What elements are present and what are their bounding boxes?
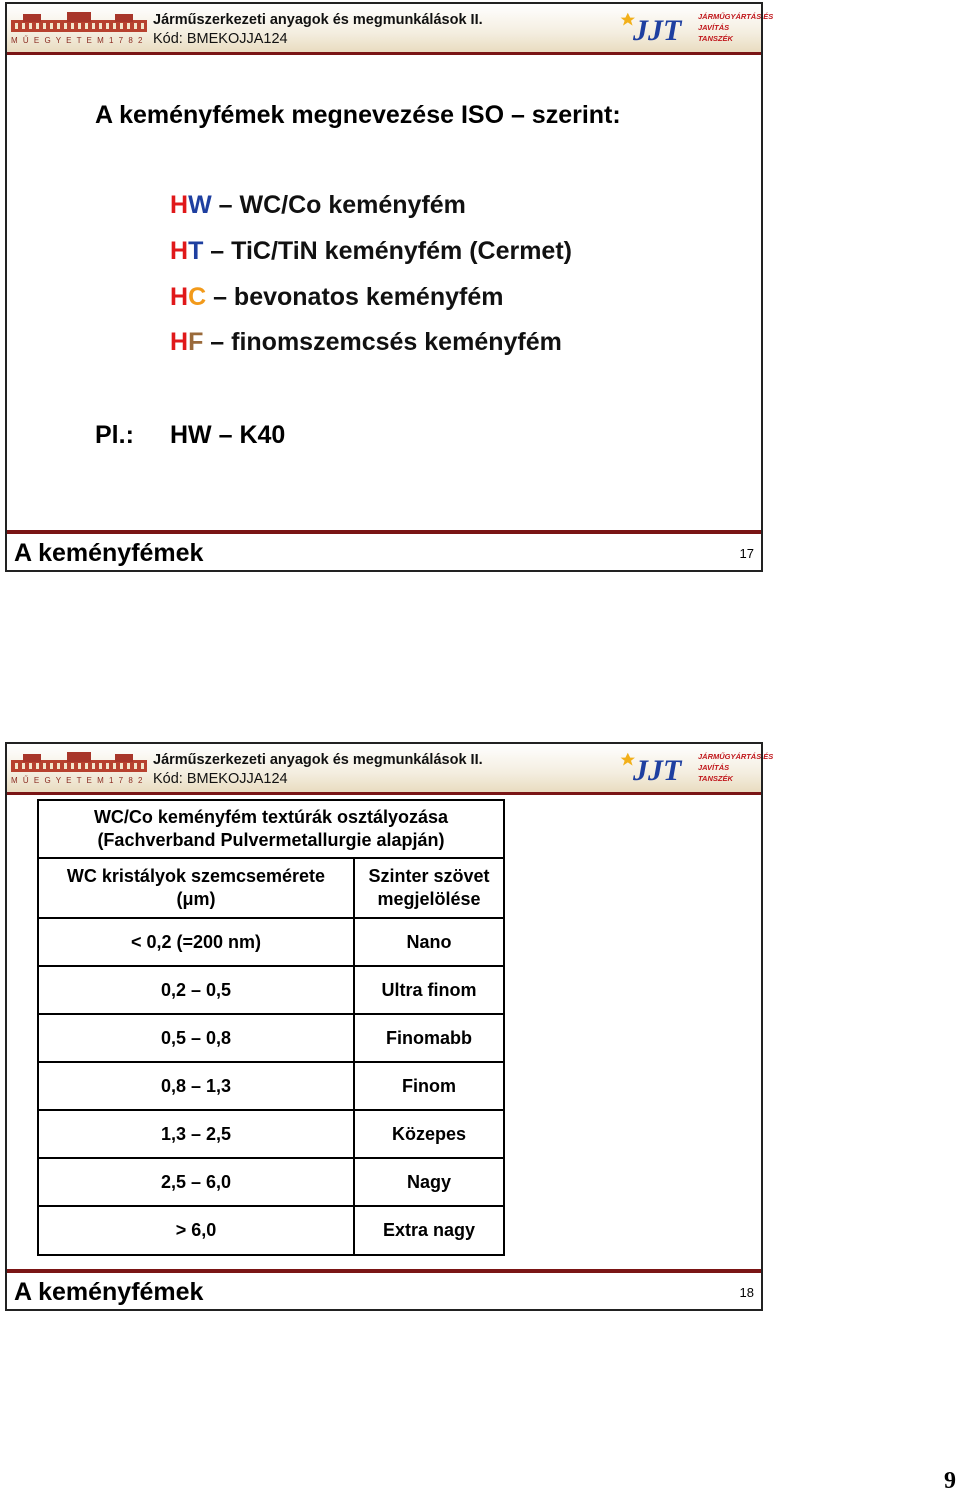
def-letter-f: F bbox=[188, 328, 204, 356]
grain-size-cell: 0,8 – 1,3 bbox=[39, 1063, 355, 1109]
table-row bbox=[39, 1063, 503, 1111]
svg-text:JJT: JJT bbox=[633, 14, 682, 47]
svg-text:JÁRMŰGYÁRTÁS ÉS: JÁRMŰGYÁRTÁS ÉS bbox=[698, 12, 774, 21]
table-row bbox=[39, 1207, 503, 1254]
definition-hw bbox=[170, 191, 466, 220]
svg-text:M Ű E G Y E T E M 1 7 8 2: M Ű E G Y E T E M 1 7 8 2 bbox=[11, 776, 144, 785]
table-row bbox=[39, 1111, 503, 1159]
def-text: – bevonatos keményfém bbox=[206, 283, 504, 311]
course-code: Kód: BMEKOJJA124 bbox=[153, 771, 288, 787]
grain-size-cell: > 6,0 bbox=[39, 1207, 355, 1254]
department-logo bbox=[619, 6, 774, 50]
table-row bbox=[39, 1015, 503, 1063]
grain-size-cell: 2,5 – 6,0 bbox=[39, 1159, 355, 1205]
svg-text:JJT: JJT bbox=[633, 754, 682, 787]
structure-cell: Extra nagy bbox=[382, 1220, 476, 1240]
def-text: – finomszemcsés keményfém bbox=[203, 328, 562, 356]
university-logo bbox=[9, 750, 151, 786]
def-text: – TiC/TiN keményfém (Cermet) bbox=[203, 237, 572, 265]
department-logo bbox=[619, 746, 774, 790]
example-label: Pl.: bbox=[95, 421, 134, 449]
table-row bbox=[39, 967, 503, 1015]
def-letter-t: T bbox=[188, 237, 204, 265]
svg-text:JAVÍTÁS: JAVÍTÁS bbox=[698, 23, 730, 32]
slide-page-number: 18 bbox=[739, 1285, 754, 1300]
structure-cell: Ultra finom bbox=[381, 979, 477, 1000]
grain-size-table bbox=[37, 799, 505, 1256]
slide-footer bbox=[7, 1269, 761, 1309]
def-letter-h: H bbox=[170, 283, 189, 311]
table-row bbox=[39, 1159, 503, 1207]
slide-page-number: 17 bbox=[739, 546, 754, 561]
table-row bbox=[39, 919, 503, 967]
grain-size-cell: 0,5 – 0,8 bbox=[39, 1015, 355, 1061]
grain-size-cell: 0,2 – 0,5 bbox=[39, 967, 355, 1013]
def-letter-h: H bbox=[170, 328, 189, 356]
slide-18 bbox=[5, 742, 774, 1311]
definition-hc bbox=[170, 283, 503, 312]
slide-header bbox=[7, 4, 774, 52]
def-letter-h: H bbox=[170, 191, 189, 219]
table-header-row bbox=[39, 859, 503, 919]
def-text: – WC/Co keményfém bbox=[211, 191, 466, 219]
slide-17 bbox=[5, 2, 774, 572]
header-rule bbox=[7, 792, 761, 795]
slide-heading: A keményfémek megnevezése ISO – szerint: bbox=[95, 101, 621, 129]
course-title: Járműszerkezeti anyagok és megmunkálások II. bbox=[153, 12, 483, 28]
example-value: HW – K40 bbox=[170, 421, 286, 449]
column-header-structure: Szinter szövet megjelölése bbox=[368, 866, 490, 909]
structure-cell: Finomabb bbox=[386, 1027, 472, 1048]
definition-ht bbox=[170, 237, 572, 266]
table-title: WC/Co keményfém textúrák osztályozása (Fachverband Pulvermetallurgie alapján) bbox=[39, 801, 503, 859]
course-title: Járműszerkezeti anyagok és megmunkálások II. bbox=[153, 752, 483, 768]
structure-cell: Közepes bbox=[391, 1123, 467, 1144]
definition-hf bbox=[170, 328, 562, 357]
footer-title: A keményfémek bbox=[14, 1278, 204, 1306]
document-page-number: 9 bbox=[944, 1468, 956, 1494]
course-code: Kód: BMEKOJJA124 bbox=[153, 31, 288, 47]
structure-cell: Nano bbox=[406, 931, 452, 952]
grain-size-cell: 1,3 – 2,5 bbox=[39, 1111, 355, 1157]
structure-cell: Nagy bbox=[406, 1171, 451, 1192]
svg-text:JÁRMŰGYÁRTÁS ÉS: JÁRMŰGYÁRTÁS ÉS bbox=[698, 752, 774, 761]
footer-title: A keményfémek bbox=[14, 539, 204, 567]
svg-text:TANSZÉK: TANSZÉK bbox=[698, 774, 733, 783]
def-letter-c: C bbox=[188, 283, 207, 311]
svg-text:TANSZÉK: TANSZÉK bbox=[698, 34, 733, 43]
svg-text:M Ű E G Y E T E M 1 7 8 2: M Ű E G Y E T E M 1 7 8 2 bbox=[11, 36, 144, 45]
university-logo bbox=[9, 10, 151, 46]
svg-text:JAVÍTÁS: JAVÍTÁS bbox=[698, 763, 730, 772]
slide-footer bbox=[7, 530, 761, 570]
def-letter-h: H bbox=[170, 237, 189, 265]
slide-header bbox=[7, 744, 774, 792]
column-header-grain-size: WC kristályok szemcsemérete (μm) bbox=[39, 859, 355, 917]
structure-cell: Finom bbox=[402, 1075, 456, 1096]
grain-size-cell: < 0,2 (=200 nm) bbox=[39, 919, 355, 965]
header-rule bbox=[7, 52, 761, 55]
def-letter-w: W bbox=[188, 191, 212, 219]
